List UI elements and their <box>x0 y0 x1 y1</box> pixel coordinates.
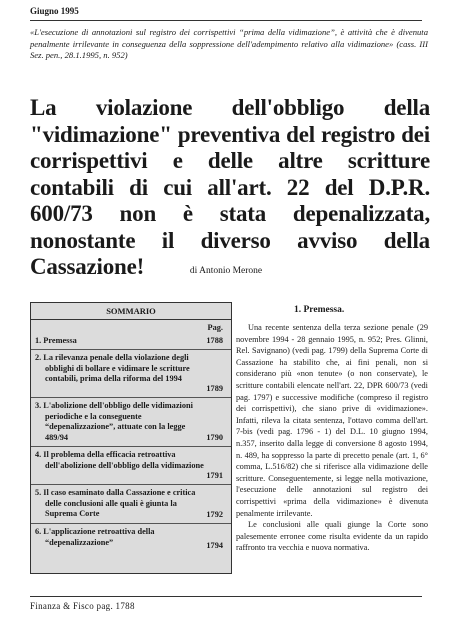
summary-item: 2. La rilevanza penale della violazione degli obblighi di bollare e vidimare le scritture contabili, prima della riforma del 1994 <box>35 353 190 383</box>
summary-heading: SOMMARIO <box>31 303 231 320</box>
summary-item-page: 1791 <box>206 471 223 480</box>
section-heading: 1. Premessa. <box>294 305 345 315</box>
summary-item: 5. Il caso esaminato dalla Cassazione e critica delle conclusioni alle quali è giunta la Suprema Corte <box>35 488 196 518</box>
summary-item-page: 1790 <box>206 433 223 442</box>
body-text <box>236 322 428 554</box>
summary-item-page: 1789 <box>206 384 223 393</box>
epigraph-quote: «L'esecuzione di annotazioni sul registro dei corrispettivi “prima della vidimazione”, è attività che è divenuta penalmente irrilevante in conseguenza della soppressione dell'adempimento relativo alla vidimazione» (cass. III Sez. pen., 28.1.1995, n. 952) <box>30 27 428 60</box>
summary-item-page: 1792 <box>206 510 223 519</box>
summary-item: 6. L'applicazione retroattiva della “depenalizzazione” <box>35 527 155 547</box>
summary-item-page: 1794 <box>206 541 223 550</box>
summary-item: 1. Premessa <box>35 336 77 345</box>
summary-item-page: 1788 <box>206 336 223 345</box>
body-paragraph: Le conclusioni alle quali giunge la Corte sono palesemente erronee come risulta evidente da un rapido raffronto tra vecchia e nuova normativa. <box>236 520 428 553</box>
top-rule <box>30 20 422 21</box>
summary-divider <box>31 523 231 524</box>
summary-divider <box>31 484 231 485</box>
author-byline: di Antonio Merone <box>189 266 263 276</box>
summary-page-label: Pag. <box>207 323 223 332</box>
summary-item: 3. L'abolizione dell'obbligo delle vidimazioni periodiche e la conseguente “depenalizzazione”, attuate con la legge 489/94 <box>35 401 193 442</box>
summary-item: 4. Il problema della efficacia retroattiva dell'abolizione dell'obbligo della vidimazione <box>35 450 204 470</box>
issue-month: Giugno 1995 <box>30 6 79 16</box>
page-footer: Finanza & Fisco pag. 1788 <box>30 601 135 611</box>
summary-divider <box>31 397 231 398</box>
summary-box <box>30 302 232 574</box>
summary-divider <box>31 446 231 447</box>
body-paragraph: Una recente sentenza della terza sezione penale (29 novembre 1994 - 28 gennaio 1995, n. 952; Pres. Glinni, Rel. Savignano) (vedi pag. 1799) della Suprema Corte di Cassazione ha stabilito che, ai fini penali, non si considerano più «non tenute» (o non conservate), le scritture contabili elencate nell'art. 22, DPR 600/73 (vedi pag. 1797) e successive modifiche (compreso il registro dei corrispettivi), che siano prive di «vidimazione». Infatti, rileva la citata sentenza, l'ottavo comma dell'art. 7-bis (vedi pag. 1796 - 1) del D.L. 10 giugno 1994, n.357, inserito dalla legge di conversione 8 agosto 1994, n. 489, ha soppresso la parte di precetto penale (art. 1, 6° comma, L.516/82) che si riferisce alla vidimazione delle scritture. Conseguentemente, si legge nella motivazione, l'esecuzione delle annotazioni sul registro dei corrispettivi «prima della vidimazione» è divenuta penalmente irrilevante. <box>236 323 428 518</box>
summary-divider <box>31 349 231 350</box>
article-title: La violazione dell'obbligo della "vidimazione" preventiva del registro dei corrispettivi e delle altre scritture contabili di cui all'art. 22 del D.P.R. 600/73 non è stata depenalizzata, nonostante il diverso avviso della Cassazione! <box>30 95 430 279</box>
bottom-rule <box>30 596 422 597</box>
